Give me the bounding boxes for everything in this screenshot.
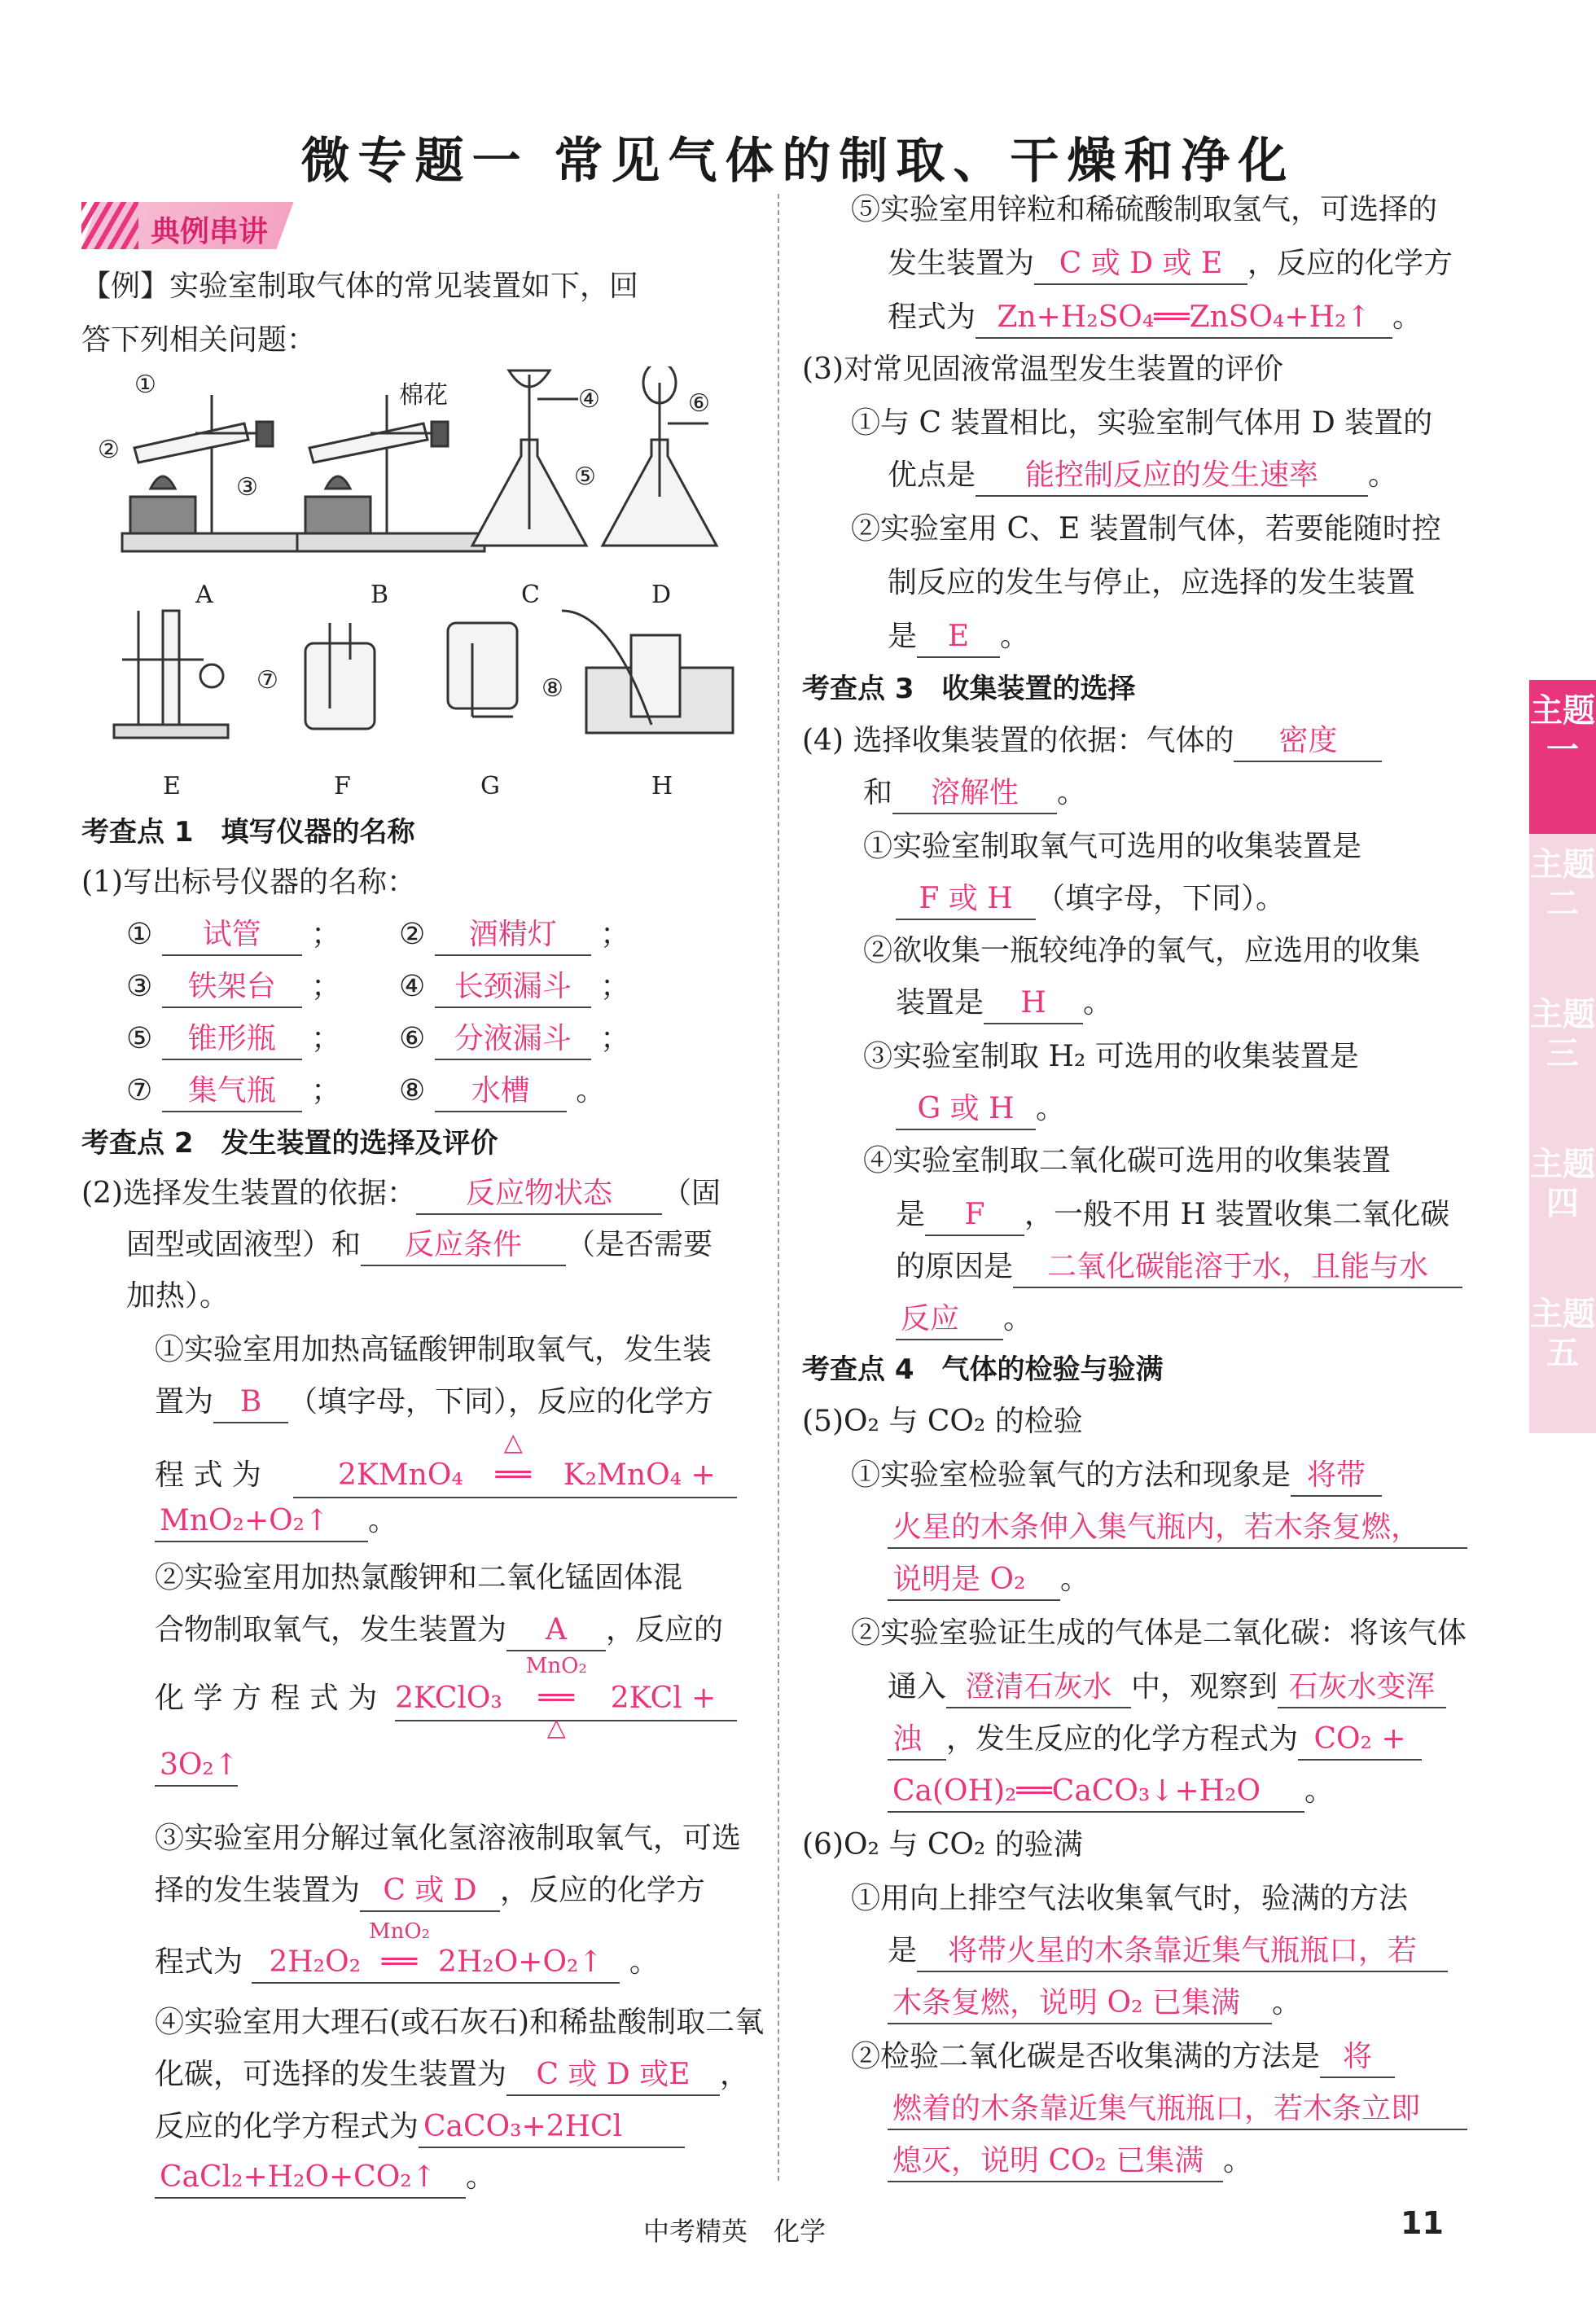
p2-line-3: 化 学 方 程 式 为 xyxy=(155,1682,378,1715)
answer-o2-test-end: 说明是 O₂ xyxy=(888,1560,1060,1601)
answer-co2-full-end: 熄灭，说明 CO₂ 已集满 xyxy=(888,2142,1223,2182)
figure-label-c: C xyxy=(521,581,540,609)
i3-line-1: ③实验室制取 H₂ 可选用的收集装置是 xyxy=(863,1040,1359,1073)
marker-7: ⑦ xyxy=(256,666,278,695)
p1-condition: △ xyxy=(503,1428,523,1457)
q2-line-3: 加热）。 xyxy=(126,1279,230,1313)
answer-o2-full: 将带火星的木条靠近集气瓶瓶口，若 xyxy=(917,1932,1448,1972)
figure-label-d: D xyxy=(651,581,672,609)
side-tab-topic-2[interactable]: 主题二 xyxy=(1529,834,1596,984)
p1-equation-end: MnO₂+O₂↑ xyxy=(155,1502,368,1542)
name-row-2 xyxy=(399,914,629,956)
sep: ； xyxy=(311,970,341,1003)
heading-point-2: 考查点 2 发生装置的选择及评价 xyxy=(81,1127,498,1160)
p1-equation: 2KMnO₄ △ ══ K₂MnO₄ + xyxy=(293,1454,737,1498)
answer-turbid: 石灰水变浑 xyxy=(1278,1668,1446,1708)
p1-line-3: 程 式 为 xyxy=(155,1458,261,1492)
answer-density: 密度 xyxy=(1234,721,1382,762)
i3-line-2: G 或 H 。 xyxy=(896,1088,1065,1130)
answer-o2-full-end: 木条复燃，说明 O₂ 已集满 xyxy=(888,1984,1272,2024)
p2-line-1: ②实验室用加热氯酸钾和二氧化锰固体混 xyxy=(155,1561,683,1594)
heading-point-4: 考查点 4 气体的检验与验满 xyxy=(802,1353,1164,1386)
name-row-6 xyxy=(399,1018,629,1060)
answer-reactant-state: 反应物状态 xyxy=(416,1174,662,1215)
figure-label-b: B xyxy=(370,581,389,609)
sep: ； xyxy=(311,1022,341,1055)
answer-device-e: E xyxy=(917,617,1000,658)
p1-line-1: ①实验室用加热高锰酸钾制取氧气，发生装 xyxy=(155,1333,712,1366)
answer-device-b: B xyxy=(213,1383,288,1423)
answer-long-funnel: 长颈漏斗 xyxy=(435,967,591,1008)
name-row-5 xyxy=(126,1018,340,1060)
heading-point-1: 考查点 1 填写仪器的名称 xyxy=(81,816,415,849)
marker-3: ③ xyxy=(236,473,258,502)
item-num: ② xyxy=(399,918,426,951)
intro-line-2: 答下列相关问题： xyxy=(81,323,317,357)
p2-line-2: 合物制取氧气，发生装置为 A ，反应的 xyxy=(155,1609,723,1651)
p2-equation-end: 3O₂↑ xyxy=(155,1746,238,1787)
q3-line-5: 制反应的发生与停止，应选择的发生装置 xyxy=(888,566,1416,599)
k1-line-3: 木条复燃，说明 O₂ 已集满 。 xyxy=(888,1982,1301,2024)
p5-equation: Zn+H₂SO₄══ZnSO₄+H₂↑ xyxy=(976,298,1392,339)
figure-label-h: H xyxy=(651,772,673,800)
sep: ； xyxy=(600,1022,630,1055)
p3-equation: 2H₂O₂ MnO₂ ══ 2H₂O+O₂↑ xyxy=(252,1943,620,1984)
side-tab-topic-4[interactable]: 主题四 xyxy=(1529,1134,1596,1283)
answer-gas-jar: 集气瓶 xyxy=(162,1072,302,1112)
answer-co2-reason: 二氧化碳能溶于水，且能与水 xyxy=(1013,1248,1462,1288)
marker-2: ② xyxy=(98,436,120,464)
k2-line-3: 熄灭，说明 CO₂ 已集满 。 xyxy=(888,2140,1252,2182)
figure-label-a: A xyxy=(195,581,213,609)
sep: ； xyxy=(600,918,630,951)
p5-line-2: 发生装置为 C 或 D 或 E ，反应的化学方 xyxy=(888,243,1453,285)
p5-line-3: 程式为 Zn+H₂SO₄══ZnSO₄+H₂↑ 。 xyxy=(888,296,1422,339)
answer-o2-test: 火星的木条伸入集气瓶内，若木条复燃， xyxy=(888,1508,1467,1549)
answer-co2-full-start: 将 xyxy=(1320,2037,1395,2078)
p4-line-3: 反应的化学方程式为 CaCO₃+2HCl xyxy=(155,2106,685,2148)
answer-turbid-end: 浊 xyxy=(888,1720,946,1761)
apparatus-figure xyxy=(90,366,757,806)
answer-device-a: A xyxy=(506,1611,606,1651)
j2-line-3: 浊 ，发生反应的化学方程式为 CO₂ + xyxy=(888,1718,1422,1761)
figure-label-g: G xyxy=(480,772,500,800)
p3-line-2: 择的发生装置为 C 或 D ，反应的化学方 xyxy=(155,1870,705,1912)
answer-limewater: 澄清石灰水 xyxy=(946,1668,1131,1708)
marker-1: ① xyxy=(134,371,156,399)
q3-line-3: 优点是 能控制反应的发生速率 。 xyxy=(888,454,1397,497)
intro-line-1: 【例】实验室制取气体的常见装置如下，回 xyxy=(81,270,639,303)
q3-line-2: ①与 C 装置相比，实验室制气体用 D 装置的 xyxy=(851,406,1433,440)
answer-d-advantage: 能控制反应的发生速率 xyxy=(976,456,1368,497)
answer-solubility: 溶解性 xyxy=(892,774,1057,814)
answer-co2-reason-end: 反应 xyxy=(896,1300,1003,1340)
marker-8: ⑧ xyxy=(542,674,563,703)
answer-alcohol-lamp: 酒精灯 xyxy=(435,915,591,956)
marker-4: ④ xyxy=(578,385,600,414)
p1-line-2: 置为 B （填字母，下同），反应的化学方 xyxy=(155,1381,713,1423)
k2-line-2 xyxy=(888,2088,1467,2130)
p4-line-1: ④实验室用大理石(或石灰石)和稀盐酸制取二氧 xyxy=(155,2006,765,2039)
q3-line-1: (3)对常见固液常温型发生装置的评价 xyxy=(802,353,1283,386)
p2-equation: 2KClO₃ MnO₂ ══ △ 2KCl + xyxy=(395,1677,737,1721)
heading-point-3: 考查点 3 收集装置的选择 xyxy=(802,673,1136,705)
answer-reaction-condition: 反应条件 xyxy=(361,1226,566,1266)
q5-line: (5)O₂ 与 CO₂ 的检验 xyxy=(802,1405,1083,1438)
p2-heat: △ xyxy=(546,1713,566,1742)
p3-line-3: 程式为 2H₂O₂ MnO₂ ══ 2H₂O+O₂↑ 。 xyxy=(155,1941,659,1984)
answer-oxygen-collect: F 或 H xyxy=(896,879,1036,920)
i1-line-2: F 或 H （填字母，下同）。 xyxy=(896,878,1285,920)
item-num: ⑧ xyxy=(399,1074,426,1107)
sep: ； xyxy=(600,970,630,1003)
side-tab-topic-3[interactable]: 主题三 xyxy=(1529,984,1596,1134)
name-row-1 xyxy=(126,914,340,956)
p4-line-4: CaCl₂+H₂O+CO₂↑ 。 xyxy=(155,2156,495,2199)
k2-line-1: ②检验二氧化碳是否收集满的方法是 将 xyxy=(851,2036,1395,2078)
figure-label-f: F xyxy=(334,772,351,800)
page-title: 微专题一 常见气体的制取、干燥和净化 xyxy=(300,133,1296,190)
answer-device-c-or-d: C 或 D xyxy=(360,1871,500,1912)
q3-line-4: ②实验室用 C、E 装置制气体，若要能随时控 xyxy=(851,512,1441,546)
end: 。 xyxy=(576,1074,606,1107)
answer-test-tube: 试管 xyxy=(162,915,302,956)
j1-line-2 xyxy=(888,1506,1467,1549)
item-num: ④ xyxy=(399,970,426,1003)
item-num: ⑤ xyxy=(126,1022,153,1055)
answer-hydrogen-collect: G 或 H xyxy=(896,1090,1036,1130)
q6-line: (6)O₂ 与 CO₂ 的验满 xyxy=(802,1828,1083,1862)
answer-device-cde: C 或 D 或E xyxy=(506,2055,720,2096)
p4-equation: CaCO₃+2HCl xyxy=(419,2107,685,2148)
answer-pure-oxygen: H xyxy=(984,984,1083,1024)
p2-line-4 xyxy=(155,1744,238,1787)
i2-line-2: 装置是 H 。 xyxy=(896,982,1112,1024)
p3-catalyst: MnO₂ xyxy=(368,1919,431,1944)
i4-line-2: 是 F ，一般不用 H 装置收集二氧化碳 xyxy=(896,1194,1449,1236)
p4-line-2: 化碳，可选择的发生装置为 C 或 D 或E ， xyxy=(155,2054,749,2096)
answer-separatory-funnel: 分液漏斗 xyxy=(435,1020,591,1060)
co2-equation: Ca(OH)₂══CaCO₃↓+H₂O xyxy=(888,1772,1304,1813)
p5-line-1: ⑤实验室用锌粒和稀硫酸制取氢气，可选择的 xyxy=(851,193,1438,226)
j2-line-4: Ca(OH)₂══CaCO₃↓+H₂O 。 xyxy=(888,1770,1334,1813)
column-divider xyxy=(778,194,779,2181)
footer-book-title: 中考精英 化学 xyxy=(643,2216,826,2247)
k1-line-1: ①用向上排空气法收集氧气时，验满的方法 xyxy=(851,1882,1409,1915)
name-row-4 xyxy=(399,966,629,1008)
figure-label-e: E xyxy=(163,772,181,800)
p3-line-1: ③实验室用分解过氧化氢溶液制取氧气，可选 xyxy=(155,1822,742,1855)
q4-line-1: (4) 选择收集装置的依据：气体的 密度 xyxy=(802,720,1382,762)
answer-water-trough: 水槽 xyxy=(435,1072,567,1112)
co2-equation-start: CO₂ + xyxy=(1298,1720,1422,1761)
q1-prompt: (1)写出标号仪器的名称： xyxy=(81,866,416,899)
j1-line-3: 说明是 O₂ 。 xyxy=(888,1559,1090,1601)
p2-catalyst: MnO₂ xyxy=(525,1654,587,1678)
j2-line-2: 通入 澄清石灰水 中，观察到 石灰水变浑 xyxy=(888,1666,1446,1708)
p4-equation-end: CaCl₂+H₂O+CO₂↑ xyxy=(155,2158,466,2199)
section-badge xyxy=(90,202,285,249)
item-num: ⑦ xyxy=(126,1074,153,1107)
badge-label: 典例串讲 xyxy=(151,215,269,248)
i1-line-1: ①实验室制取氧气可选用的收集装置是 xyxy=(863,830,1362,863)
q4-line-2: 和 溶解性 。 xyxy=(863,772,1086,814)
answer-o2-test-start: 将带 xyxy=(1291,1456,1382,1497)
item-num: ③ xyxy=(126,970,153,1003)
answer-iron-stand: 铁架台 xyxy=(162,967,302,1008)
answer-co2-full: 燃着的木条靠近集气瓶瓶口，若木条立即 xyxy=(888,2090,1467,2130)
side-tab-topic-1[interactable]: 主题一 xyxy=(1529,680,1596,834)
name-row-7 xyxy=(126,1070,340,1112)
answer-co2-collect: F xyxy=(925,1195,1024,1236)
page-number: 11 xyxy=(1401,2205,1444,2241)
item-num: ⑥ xyxy=(399,1022,426,1055)
j2-line-1: ②实验室验证生成的气体是二氧化碳：将该气体 xyxy=(851,1616,1467,1650)
badge-stripes xyxy=(81,202,138,249)
i4-line-4: 反应 。 xyxy=(896,1298,1033,1340)
side-tab-topic-5[interactable]: 主题五 xyxy=(1529,1283,1596,1433)
p1-line-4: MnO₂+O₂↑ 。 xyxy=(155,1500,397,1542)
name-row-8 xyxy=(399,1070,605,1112)
item-num: ① xyxy=(126,918,153,951)
j1-line-1: ①实验室检验氧气的方法和现象是 将带 xyxy=(851,1454,1382,1497)
q2-line-2: 固型或固液型）和 反应条件 （是否需要 xyxy=(126,1224,712,1266)
q3-line-6: 是 E 。 xyxy=(888,616,1029,658)
marker-5: ⑤ xyxy=(574,463,596,491)
marker-6: ⑥ xyxy=(688,389,710,418)
name-row-3 xyxy=(126,966,340,1008)
cotton-label: 棉花 xyxy=(399,381,448,410)
answer-hydrogen-device: C 或 D 或 E xyxy=(1034,244,1247,285)
q2-line-1: (2)选择发生装置的依据： 反应物状态 （固 xyxy=(81,1173,721,1215)
k1-line-2: 是 将带火星的木条靠近集气瓶瓶口，若 xyxy=(888,1930,1448,1972)
sep: ； xyxy=(311,918,341,951)
i2-line-1: ②欲收集一瓶较纯净的氧气，应选用的收集 xyxy=(863,934,1421,967)
i4-line-3: 的原因是 二氧化碳能溶于水，且能与水 xyxy=(896,1246,1462,1288)
sep: ； xyxy=(311,1074,341,1107)
answer-conical-flask: 锥形瓶 xyxy=(162,1020,302,1060)
i4-line-1: ④实验室制取二氧化碳可选用的收集装置 xyxy=(863,1144,1392,1178)
